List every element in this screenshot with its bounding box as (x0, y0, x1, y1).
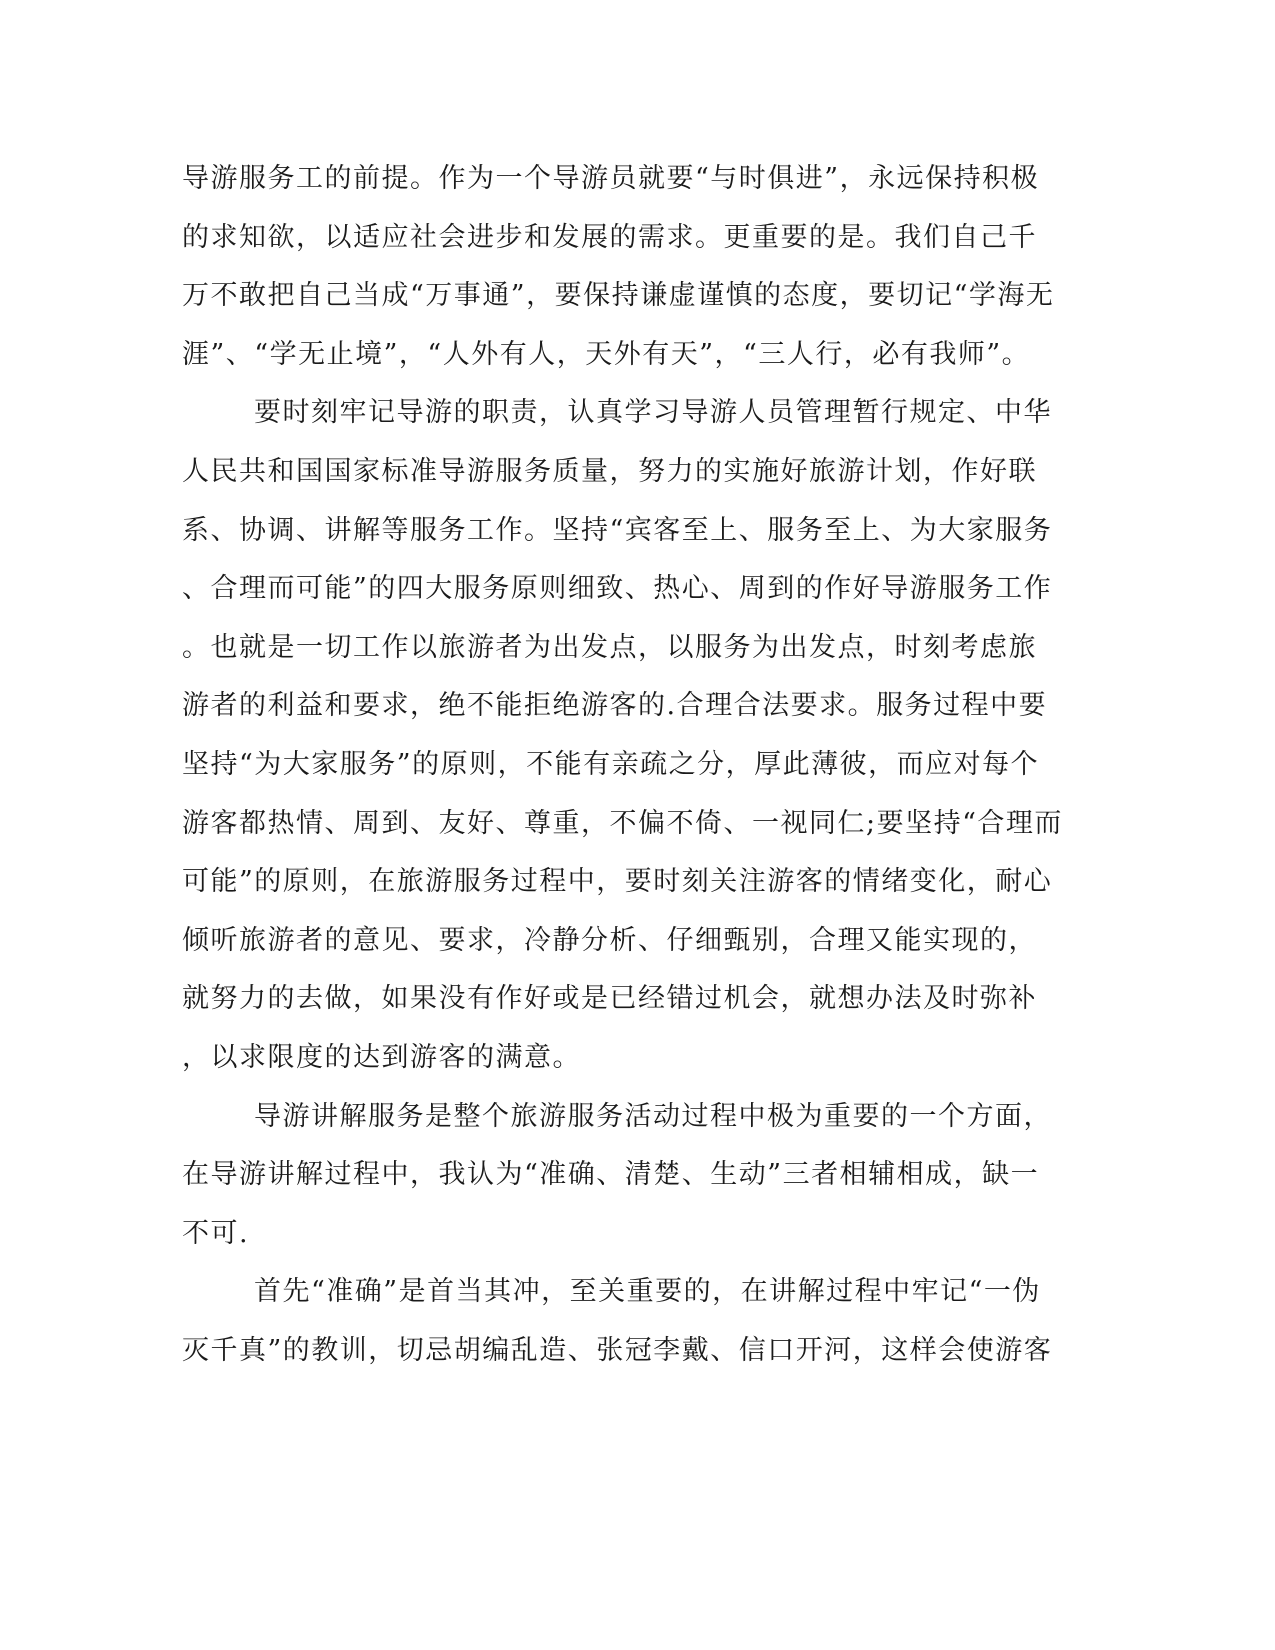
text-line: 人民共和国国家标准导游服务质量，努力的实施好旅游计划，作好联 (182, 455, 1037, 487)
body-text (182, 150, 1082, 1380)
text-line: 灭千真”的教训，切忌胡编乱造、张冠李戴、信口开河，这样会使游客 (182, 1334, 1053, 1366)
paragraph-2 (182, 384, 1082, 1087)
text-line: 万不敢把自己当成“万事通”，要保持谦虚谨慎的态度，要切记“学海无 (182, 280, 1055, 312)
text-line: 在导游讲解过程中，我认为“准确、清楚、生动”三者相辅相成，缺一 (182, 1159, 1040, 1191)
paragraph-4 (182, 1263, 1082, 1380)
text-line: 要时刻牢记导游的职责，认真学习导游人员管理暂行规定、中华 (254, 397, 1052, 429)
text-line: 首先“准确”是首当其冲，至关重要的，在讲解过程中牢记“一伪 (254, 1276, 1041, 1308)
text-line: 导游讲解服务是整个旅游服务活动过程中极为重要的一个方面， (254, 1100, 1052, 1132)
text-line: ，以求限度的达到游客的满意。 (182, 1041, 581, 1073)
text-line: 涯”、“学无止境”，“人外有人，天外有天”，“三人行，必有我师”。 (182, 338, 1031, 370)
text-line: 。也就是一切工作以旅游者为出发点，以服务为出发点，时刻考虑旅 (182, 631, 1037, 663)
paragraph-3 (182, 1088, 1082, 1264)
text-line: 倾听旅游者的意见、要求，冷静分析、仔细甄别，合理又能实现的， (182, 924, 1037, 956)
text-line: 系、协调、讲解等服务工作。坚持“宾客至上、服务至上、为大家服务 (182, 514, 1053, 546)
text-line: 、合理而可能”的四大服务原则细致、热心、周到的作好导游服务工作 (182, 573, 1053, 605)
text-line: 的求知欲，以适应社会进步和发展的需求。更重要的是。我们自己千 (182, 221, 1037, 253)
text-line: 游者的利益和要求，绝不能拒绝游客的.合理合法要求。服务过程中要 (182, 690, 1048, 722)
text-line: 可能”的原则，在旅游服务过程中，要时刻关注游客的情绪变化，耐心 (182, 866, 1053, 898)
text-line: 坚持“为大家服务”的原则，不能有亲疏之分，厚此薄彼，而应对每个 (182, 748, 1040, 780)
text-line: 游客都热情、周到、友好、尊重，不偏不倚、一视同仁;要坚持“合理而 (182, 807, 1063, 839)
text-line: 不可. (182, 1217, 250, 1249)
text-line: 就努力的去做，如果没有作好或是已经错过机会，就想办法及时弥补 (182, 983, 1037, 1015)
paragraph-1 (182, 150, 1082, 384)
text-line: 导游服务工的前提。作为一个导游员就要“与时俱进”，永远保持积极 (182, 163, 1040, 194)
